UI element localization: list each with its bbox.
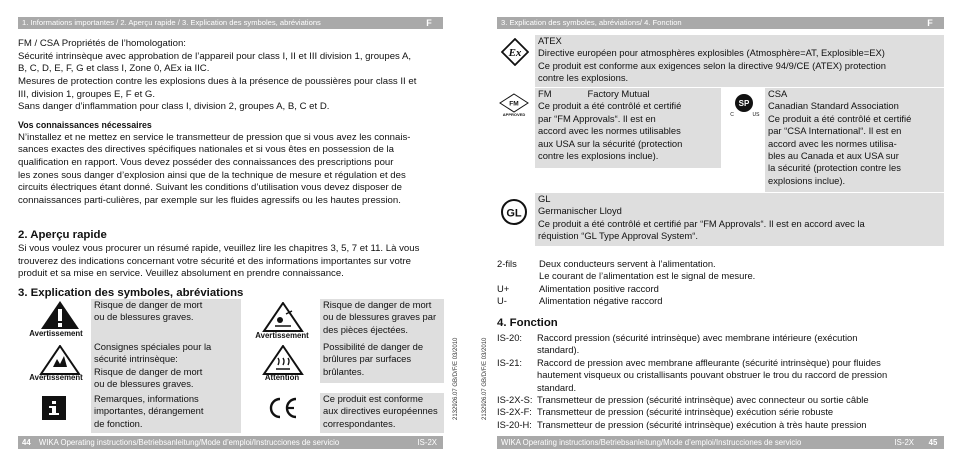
fm-title: FM bbox=[538, 88, 552, 99]
left-footer-bar bbox=[18, 436, 443, 449]
symbol-text-line: Risque de danger de mort bbox=[94, 299, 203, 310]
symbol-text-line: sécurité intrinsèque: bbox=[94, 353, 178, 365]
left-lang-badge: F bbox=[415, 17, 443, 29]
abbreviation-key: U+ bbox=[497, 282, 510, 294]
abbreviation-row bbox=[497, 270, 755, 282]
hot-surface-text bbox=[320, 341, 444, 383]
symbol-text-line: Risque de danger de mort bbox=[94, 365, 203, 377]
approval-line: B, C, D, E, F, G et class I, Zone 0, AEx ia IIC. bbox=[18, 63, 210, 75]
right-footer-text: WIKA Operating instructions/Betriebsanleitung/Mode d’emploi/Instrucciones de servicio bbox=[501, 438, 802, 447]
abbreviation-key: 2-fils bbox=[497, 258, 517, 269]
knowledge-block bbox=[18, 120, 448, 208]
right-page bbox=[490, 0, 954, 471]
csa-line: bles au Canada et aux USA sur bbox=[768, 150, 899, 162]
symbol-text-line: importantes, dérangement bbox=[94, 405, 204, 417]
atex-line: Directive européen pour atmosphères explosibles (Atmosphère=AT, Explosible=EX) bbox=[538, 47, 885, 59]
approval-title: FM / CSA Propriétés de l’homologation: bbox=[18, 38, 186, 49]
csa-line: Ce produit a été contrôlé et certifié bbox=[768, 112, 912, 124]
fm-logo-text: FM bbox=[509, 100, 519, 108]
function-key: IS-21: bbox=[497, 356, 523, 368]
approval-line: Sans danger d’inflammation pour class I, division 2, groupes A, B, C et D. bbox=[18, 101, 330, 113]
approval-line: Mesures de protection contre les explosions dues à la présence de poussières pour class II et bbox=[18, 75, 417, 87]
function-key: IS-2X-S: bbox=[497, 394, 533, 406]
atex-line: contre les explosions. bbox=[538, 72, 629, 84]
left-footer-model: IS-2X bbox=[417, 438, 437, 447]
symbol-text-line: ou de blessures graves par bbox=[323, 311, 437, 323]
hot-surface-icon bbox=[258, 345, 308, 375]
symbol-text-line: Ce produit est conforme bbox=[323, 393, 424, 404]
knowledge-line: circuits électriques étant donné. Suivant les conditions d’utilisation vous devez disposer de bbox=[18, 182, 402, 194]
abbreviation-key: U- bbox=[497, 295, 507, 307]
right-footer-model: IS-2X bbox=[894, 438, 914, 447]
gl-line: réquistion “GL Type Approval System“. bbox=[538, 230, 698, 242]
gl-line: Ce produit a été contrôlé et certifié par “FM Approvals“. Il est en accord avec la bbox=[538, 217, 865, 229]
abbreviation-row bbox=[497, 295, 755, 307]
abbreviation-value: Alimentation positive raccord bbox=[539, 282, 659, 294]
warning-label: Avertissement bbox=[29, 373, 83, 382]
fm-line: par “FM Approvals“. Il est en bbox=[538, 112, 656, 124]
knowledge-line: connaissances parti-culières, par exemple sur les fluides agressifs ou les hautes pression. bbox=[18, 194, 401, 206]
fm-line: Ce produit a été contrôlé et certifié bbox=[538, 100, 682, 112]
spine-code-right: 2132926.07 GB/D/F/E 03/2010 bbox=[482, 337, 488, 420]
fm-line: aux USA sur la sécurité (protection bbox=[538, 137, 683, 149]
symbol-text-line: des pièces éjectées. bbox=[323, 323, 408, 335]
left-page bbox=[0, 0, 470, 471]
ce-mark-icon bbox=[266, 396, 300, 420]
csa-logo bbox=[728, 92, 760, 118]
knowledge-line: les zones sous danger d’explosion ainsi que de la technique de mesure et régulation et des bbox=[18, 169, 406, 181]
function-value: Transmetteur de pression (sécurité intrinsèque) avec connecteur ou sortie câble bbox=[537, 394, 869, 406]
approval-line: Sécurité intrinsèque avec approbation de l’appareil pour class I, II et III division 1, groupes A, bbox=[18, 50, 412, 62]
function-value: Raccord de pression avec membrane affleurante (sécurité intrinsèque) pour fluides hautement visqueux ou cristallisants pouvant obstruer le trou du raccord de pression standard. bbox=[537, 356, 888, 393]
left-page-number: 44 bbox=[22, 438, 31, 447]
atex-title: ATEX bbox=[538, 35, 562, 46]
csa-logo-c: C bbox=[730, 112, 734, 118]
abbreviation-value: Alimentation négative raccord bbox=[539, 295, 663, 307]
right-footer-bar bbox=[497, 436, 944, 449]
fm-line: contre les explosions inclue). bbox=[538, 150, 659, 162]
info-text bbox=[91, 393, 241, 433]
warning-label: Avertissement bbox=[29, 329, 83, 338]
gl-title: GL bbox=[538, 193, 551, 204]
function-key: IS-2X-F: bbox=[497, 406, 532, 418]
section2-line: Si vous voulez vous procurer un résumé rapide, veuillez lire les chapitres 3, 5, 7 et 11. Là vous bbox=[18, 243, 420, 255]
spine-code-left: 2132926.07 GB/D/F/E 03/2010 bbox=[453, 337, 459, 420]
left-header-text: 1. Informations importantes / 2. Aperçu rapide / 3. Explication des symboles, abréviations bbox=[22, 18, 321, 27]
approval-line: III, division 1, groupes E, F et G. bbox=[18, 88, 156, 100]
right-lang-badge: F bbox=[916, 17, 944, 29]
function-row bbox=[497, 394, 887, 406]
knowledge-line: N’installez et ne mettez en service le transmetteur de pression que si vous avez les connais- bbox=[18, 131, 411, 143]
explosion-warning-icon bbox=[35, 345, 85, 375]
symbol-text-line: Consignes spéciales pour la bbox=[94, 341, 212, 352]
symbol-text-line: Risque de danger de mort bbox=[323, 299, 432, 310]
csa-line: accord avec les normes utilisa- bbox=[768, 137, 897, 149]
info-icon bbox=[42, 396, 66, 420]
section4-block bbox=[497, 316, 944, 431]
fm-line: accord avec les normes utilisables bbox=[538, 125, 681, 137]
symbol-text-line: Remarques, informations bbox=[94, 393, 199, 404]
function-key: IS-20: bbox=[497, 332, 523, 344]
atex-line: Ce produit est conforme aux exigences selon la directive 94/9/CE (ATEX) protection bbox=[538, 59, 886, 71]
warning-label: Avertissement bbox=[255, 331, 309, 340]
symbol-text-line: Possibilité de danger de bbox=[323, 341, 424, 352]
csa-logo-us: US bbox=[752, 112, 760, 118]
gl-logo bbox=[500, 198, 528, 226]
approval-block bbox=[18, 38, 448, 114]
function-row bbox=[497, 419, 887, 431]
function-key: IS-20-H: bbox=[497, 418, 532, 430]
symbol-text-line: brûlures par surfaces bbox=[323, 353, 412, 365]
csa-line: par “CSA International“. Il est en bbox=[768, 125, 902, 137]
csa-text bbox=[765, 88, 944, 192]
function-row bbox=[497, 332, 887, 357]
abbreviation-key bbox=[497, 270, 539, 282]
symbol-text-line: brûlantes. bbox=[323, 365, 365, 377]
abbreviation-value: Le courant de l’alimentation est le signal de mesure. bbox=[539, 270, 756, 282]
symbol-text-line: ou de blessures graves. bbox=[94, 378, 194, 390]
warning-text bbox=[91, 299, 241, 341]
function-row bbox=[497, 406, 887, 418]
function-value: Transmetteur de pression (sécurité intrinsèque) exécution série robuste bbox=[537, 406, 834, 418]
ejected-parts-text bbox=[320, 299, 444, 341]
csa-name: Canadian Standard Association bbox=[768, 100, 899, 112]
intrinsic-safety-text bbox=[91, 341, 241, 393]
symbol-text-line: de fonction. bbox=[94, 417, 143, 429]
fm-approved-logo bbox=[498, 93, 530, 117]
section2-line: produit et sa mise en service. Veuillez absolument en prendre connaissance. bbox=[18, 268, 344, 280]
ce-text bbox=[320, 393, 444, 433]
section2-title: 2. Aperçu rapide bbox=[18, 229, 107, 241]
section4-title: 4. Fonction bbox=[497, 317, 558, 329]
abbreviation-row bbox=[497, 258, 755, 270]
fm-text bbox=[535, 88, 721, 168]
abbreviation-value: Deux conducteurs servent à l’alimentation. bbox=[539, 258, 716, 269]
symbol-text-line: aux directives européennes bbox=[323, 405, 438, 417]
abbreviation-row bbox=[497, 283, 755, 295]
svg-text:Ex: Ex bbox=[508, 47, 522, 59]
left-footer-text: WIKA Operating instructions/Betriebsanleitung/Mode d’emploi/Instrucciones de servicio bbox=[38, 438, 340, 447]
function-row bbox=[497, 357, 887, 394]
symbol-text-line: ou de blessures graves. bbox=[94, 311, 194, 323]
csa-line: la sécurité (protection contre les bbox=[768, 162, 901, 174]
svg-text:SP: SP bbox=[738, 99, 750, 108]
fm-name: Factory Mutual bbox=[587, 88, 650, 99]
section2-block bbox=[18, 228, 448, 281]
attention-label: Attention bbox=[264, 373, 300, 382]
knowledge-line: sances exactes des directives spécifiques nationales et si vous êtes en possession de la bbox=[18, 144, 394, 156]
csa-line: explosions inclue). bbox=[768, 174, 846, 186]
section3-title: 3. Explication des symboles, abréviations bbox=[18, 287, 244, 299]
knowledge-title: Vos connaissances nécessaires bbox=[18, 120, 152, 130]
left-header-bar bbox=[18, 17, 443, 29]
abbreviation-list bbox=[497, 258, 944, 308]
right-header-text: 3. Explication des symboles, abréviations/ 4. Fonction bbox=[501, 18, 682, 27]
csa-title: CSA bbox=[768, 88, 788, 99]
function-value: Raccord pression (sécurité intrinsèque) avec membrane intérieure (exécution standard). bbox=[537, 332, 858, 356]
gl-text bbox=[535, 193, 944, 246]
right-header-bar bbox=[497, 17, 944, 29]
function-value: Transmetteur de pression (sécurité intrinsèque) exécution à très haute pression bbox=[537, 418, 867, 430]
atex-text bbox=[535, 35, 944, 87]
fm-logo-sub: APPROVED bbox=[502, 112, 526, 117]
symbol-text-line: correspondantes. bbox=[323, 417, 396, 429]
gl-name: Germanischer Lloyd bbox=[538, 205, 622, 217]
right-page-number: 45 bbox=[928, 438, 938, 447]
atex-ex-icon bbox=[501, 38, 529, 66]
section2-line: trouverez des indications concernant votre sécurité et des informations importantes sur votre bbox=[18, 255, 412, 267]
ejected-parts-warning-icon bbox=[258, 302, 308, 332]
knowledge-line: qualification en rapport. Vous devez posséder des connaissances des prescriptions pour bbox=[18, 156, 394, 168]
gl-logo-text: GL bbox=[506, 207, 522, 220]
